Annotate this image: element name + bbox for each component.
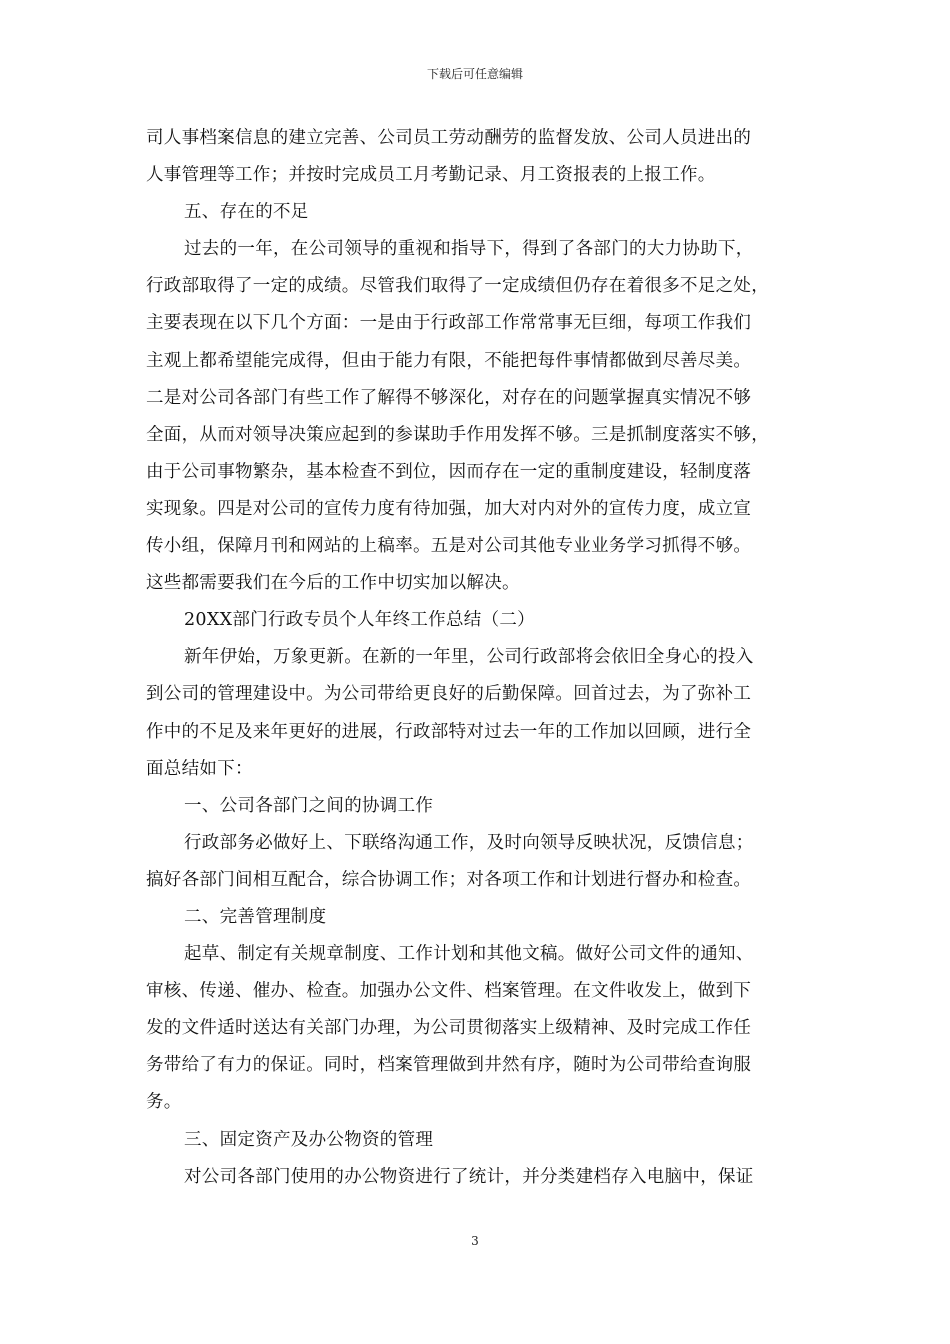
body-line: 行政部取得了一定的成绩。尽管我们取得了一定成绩但仍存在着很多不足之处，	[146, 276, 769, 297]
body-line: 司人事档案信息的建立完善、公司员工劳动酬劳的监督发放、公司人员进出的	[146, 128, 752, 148]
body-line: 发的文件适时送达有关部门办理，为公司贯彻落实上级精神、及时完成工作任	[146, 1018, 752, 1039]
section-heading: 三、固定资产及办公物资的管理	[184, 1129, 434, 1150]
body-line: 传小组，保障月刊和网站的上稿率。五是对公司其他专业业务学习抓得不够。	[146, 536, 752, 557]
page-header-note: 下载后可任意编辑	[426, 67, 523, 81]
body-line: 主观上都希望能完成得，但由于能力有限，不能把每件事情都做到尽善尽美。	[146, 350, 752, 371]
body-line: 这些都需要我们在今后的工作中切实加以解决。	[146, 573, 520, 594]
body-line: 实现象。四是对公司的宣传力度有待加强，加大对内对外的宣传力度，成立宣	[146, 498, 752, 519]
body-line: 起草、制定有关规章制度、工作计划和其他文稿。做好公司文件的通知、	[184, 944, 754, 965]
body-line: 行政部务必做好上、下联络沟通工作，及时向领导反映状况，反馈信息；	[184, 832, 754, 853]
body-line: 人事管理等工作；并按时完成员工月考勤记录、月工资报表的上报工作。	[146, 165, 716, 186]
section-heading: 五、存在的不足	[184, 202, 309, 223]
body-line: 过去的一年，在公司领导的重视和指导下，得到了各部门的大力协助下，	[184, 239, 754, 260]
section-heading: 二、完善管理制度	[184, 906, 327, 927]
body-line: 到公司的管理建设中。为公司带给更良好的后勤保障。回首过去，为了弥补工	[146, 684, 752, 705]
body-line: 面总结如下：	[146, 758, 253, 779]
body-line: 新年伊始，万象更新。在新的一年里，公司行政部将会依旧全身心的投入	[184, 647, 754, 668]
body-line: 全面，从而对领导决策应起到的参谋助手作用发挥不够。三是抓制度落实不够，	[146, 424, 769, 445]
section-heading: 一、公司各部门之间的协调工作	[184, 795, 434, 816]
body-line: 主要表现在以下几个方面：一是由于行政部工作常常事无巨细，每项工作我们	[146, 313, 752, 334]
body-line: 搞好各部门间相互配合，综合协调工作；对各项工作和计划进行督办和检查。	[146, 869, 752, 890]
body-line: 对公司各部门使用的办公物资进行了统计，并分类建档存入电脑中，保证	[184, 1166, 754, 1187]
page-number: 3	[471, 1234, 479, 1248]
body-line: 作中的不足及来年更好的进展，行政部特对过去一年的工作加以回顾，进行全	[146, 721, 752, 742]
body-line: 由于公司事物繁杂，基本检查不到位，因而存在一定的重制度建设，轻制度落	[146, 461, 752, 482]
body-line: 审核、传递、催办、检查。加强办公文件、档案管理。在文件收发上，做到下	[146, 981, 752, 1002]
body-line: 二是对公司各部门有些工作了解得不够深化，对存在的问题掌握真实情况不够	[146, 387, 752, 408]
body-line: 务。	[146, 1092, 182, 1113]
body-line: 务带给了有力的保证。同时，档案管理做到井然有序，随时为公司带给查询服	[146, 1055, 752, 1076]
document-title: 20XX部门行政专员个人年终工作总结（二）	[184, 610, 535, 631]
document-body	[146, 120, 806, 1196]
